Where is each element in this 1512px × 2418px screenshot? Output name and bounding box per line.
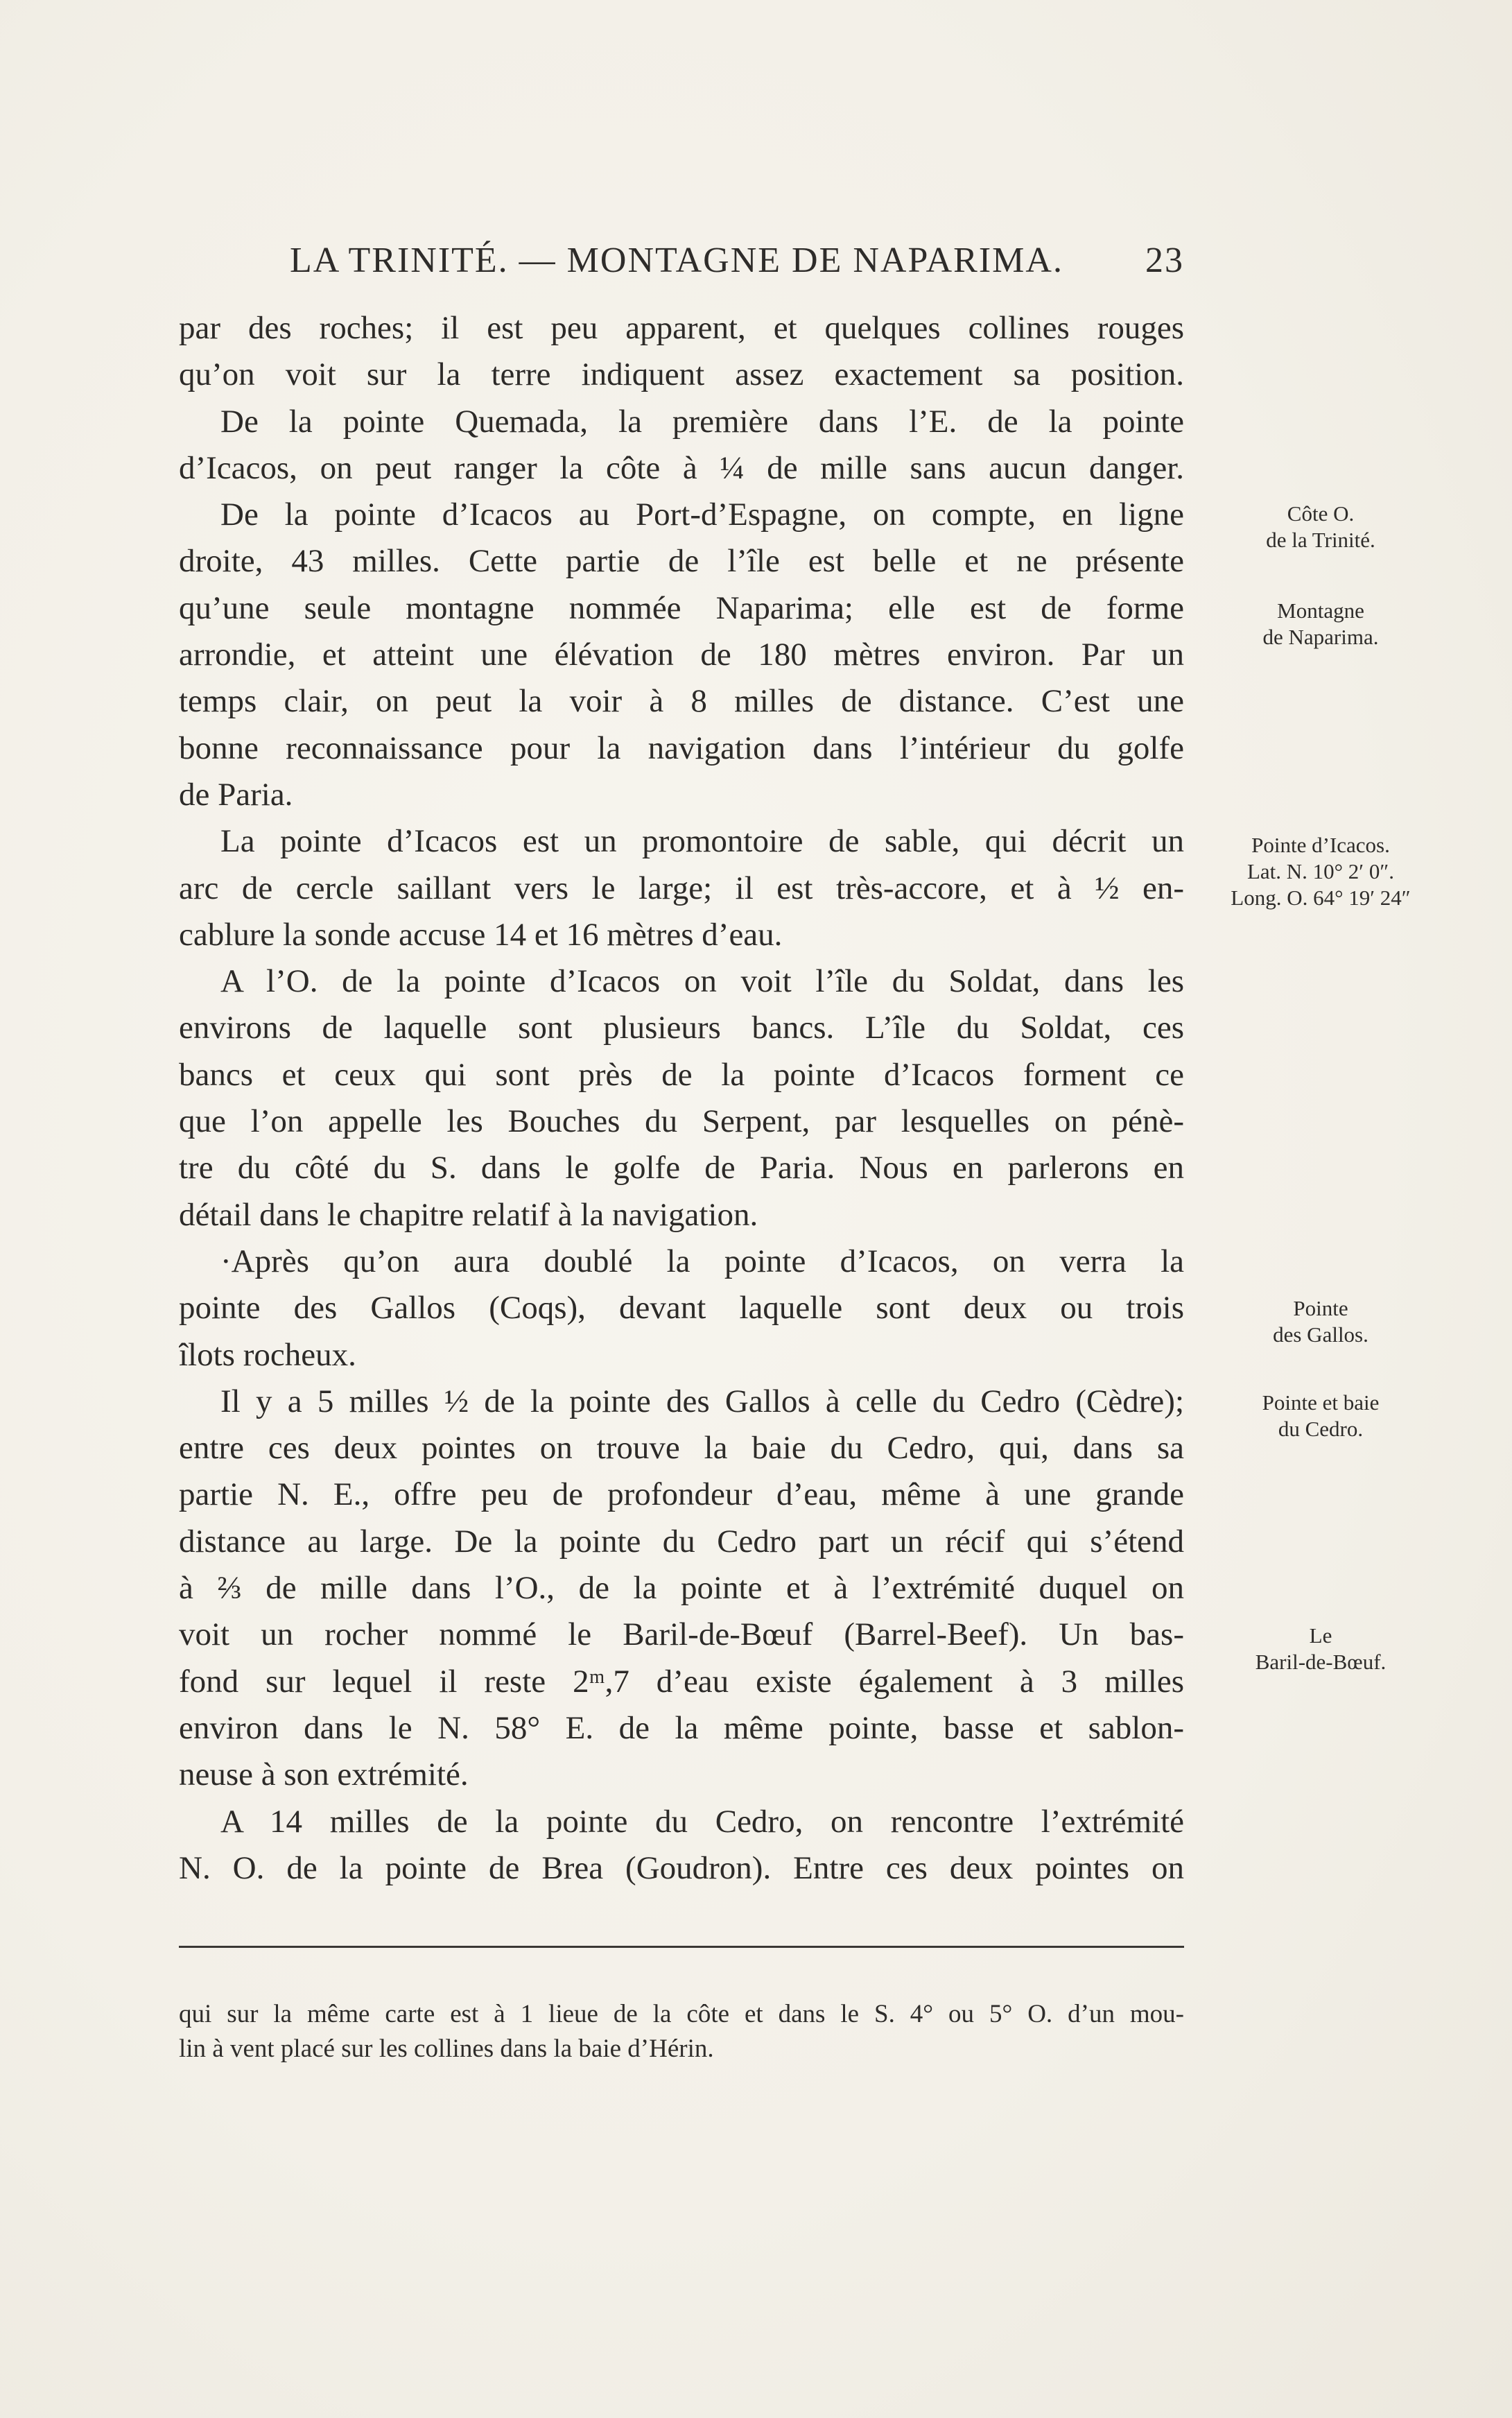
text-line: environ dans le N. 58° E. de la même pointe, basse et sablon-: [179, 1709, 1184, 1746]
footnote-line: lin à vent placé sur les collines dans la baie d’Hérin.: [179, 2035, 714, 2063]
text-line: fond sur lequel il reste 2ᵐ,7 d’eau existe également à 3 milles: [179, 1663, 1184, 1700]
margin-note-line: Pointe et baie: [1262, 1390, 1380, 1415]
text-line: temps clair, on peut la voir à 8 milles de distance. C’est une: [179, 683, 1184, 720]
text-line: bancs et ceux qui sont près de la pointe d’Icacos forment ce: [179, 1056, 1184, 1093]
text-line: d’Icacos, on peut ranger la côte à ¼ de mille sans aucun danger.: [179, 449, 1184, 486]
text-line: ·Après qu’on aura doublé la pointe d’Icacos, on verra la: [220, 1243, 1184, 1279]
text-line: entre ces deux pointes on trouve la baie du Cedro, qui, dans sa: [179, 1430, 1184, 1467]
text-line: La pointe d’Icacos est un promontoire de sable, qui décrit un: [220, 823, 1184, 860]
margin-note-baril-de-boeuf: [1206, 1623, 1435, 1675]
margin-note-line: Le: [1309, 1623, 1332, 1648]
text-line: De la pointe Quemada, la première dans l’E. de la pointe: [220, 403, 1184, 440]
text-line: partie N. E., offre peu de profondeur d’eau, même à une grande: [179, 1476, 1184, 1513]
margin-note-line: du Cedro.: [1278, 1417, 1364, 1441]
margin-note-pointe-icacos: [1206, 832, 1435, 911]
margin-notes: [1206, 0, 1435, 2418]
margin-note-line: Pointe d’Icacos.: [1251, 833, 1390, 857]
text-line: N. O. de la pointe de Brea (Goudron). Entre ces deux pointes on: [179, 1849, 1184, 1886]
body-text: [179, 305, 1184, 1892]
margin-note-line: Baril-de-Bœuf.: [1255, 1650, 1387, 1674]
text-line: îlots rocheux.: [179, 1336, 356, 1373]
text-line: distance au large. De la pointe du Cedro part un récif qui s’étend: [179, 1523, 1184, 1560]
text-line: qu’une seule montagne nommée Naparima; elle est de forme: [179, 589, 1184, 626]
text-line: Il y a 5 milles ½ de la pointe des Gallos à celle du Cedro (Cèdre);: [220, 1383, 1184, 1419]
text-line: pointe des Gallos (Coqs), devant laquelle sont deux ou trois: [179, 1290, 1184, 1327]
margin-note-line: de la Trinité.: [1266, 528, 1375, 552]
text-line: voit un rocher nommé le Baril-de-Bœuf (Barrel-Beef). Un bas-: [179, 1616, 1184, 1653]
text-line: arrondie, et atteint une élévation de 180 mètres environ. Par un: [179, 637, 1184, 673]
text-line: neuse à son extrémité.: [179, 1756, 469, 1793]
margin-note-line: Montagne: [1277, 598, 1364, 623]
text-line: tre du côté du S. dans le golfe de Paria. Nous en parlerons en: [179, 1150, 1184, 1186]
margin-note-cote-ouest: [1206, 501, 1435, 553]
margin-note-montagne: [1206, 598, 1435, 650]
text-line: droite, 43 milles. Cette partie de l’île est belle et ne présente: [179, 543, 1184, 580]
text-line: détail dans le chapitre relatif à la navigation.: [179, 1196, 758, 1233]
margin-note-pointe-gallos: [1206, 1295, 1435, 1348]
footnote-line: qui sur la même carte est à 1 lieue de la côte et dans le S. 4° ou 5° O. d’un mou-: [179, 2000, 1184, 2028]
text-line: De la pointe d’Icacos au Port-d’Espagne, on compte, en ligne: [220, 496, 1184, 533]
margin-note-line: Long. O. 64° 19′ 24″: [1231, 886, 1411, 910]
page-number: 23: [1145, 241, 1184, 280]
text-line: arc de cercle saillant vers le large; il est très-accore, et à ½ en-: [179, 870, 1184, 906]
text-line: qu’on voit sur la terre indiquent assez exactement sa position.: [179, 356, 1184, 393]
text-line: A l’O. de la pointe d’Icacos on voit l’île du Soldat, dans les: [220, 963, 1184, 1000]
margin-note-line: Pointe: [1293, 1296, 1348, 1320]
footnote: [179, 1997, 1184, 2066]
text-line: environs de laquelle sont plusieurs bancs. L’île du Soldat, ces: [179, 1010, 1184, 1046]
running-title: LA TRINITÉ. — MONTAGNE DE NAPARIMA.: [290, 241, 1063, 280]
text-line: que l’on appelle les Bouches du Serpent, par lesquelles on pénè-: [179, 1103, 1184, 1140]
text-line: par des roches; il est peu apparent, et quelques collines rouges: [179, 310, 1184, 346]
margin-note-line: Côte O.: [1287, 501, 1355, 526]
text-line: bonne reconnaissance pour la navigation dans l’intérieur du golfe: [179, 729, 1184, 766]
margin-note-line: Lat. N. 10° 2′ 0″.: [1246, 859, 1395, 883]
text-line: A 14 milles de la pointe du Cedro, on rencontre l’extrémité: [220, 1803, 1184, 1840]
text-line: de Paria.: [179, 776, 293, 813]
text-line: à ⅔ de mille dans l’O., de la pointe et à l’extrémité duquel on: [179, 1570, 1184, 1607]
margin-note-baie-cedro: [1206, 1390, 1435, 1442]
margin-note-line: des Gallos.: [1273, 1322, 1368, 1347]
text-line: cablure la sonde accuse 14 et 16 mètres d’eau.: [179, 916, 783, 953]
margin-note-line: de Naparima.: [1262, 625, 1379, 649]
footnote-rule: [179, 1946, 1184, 1948]
